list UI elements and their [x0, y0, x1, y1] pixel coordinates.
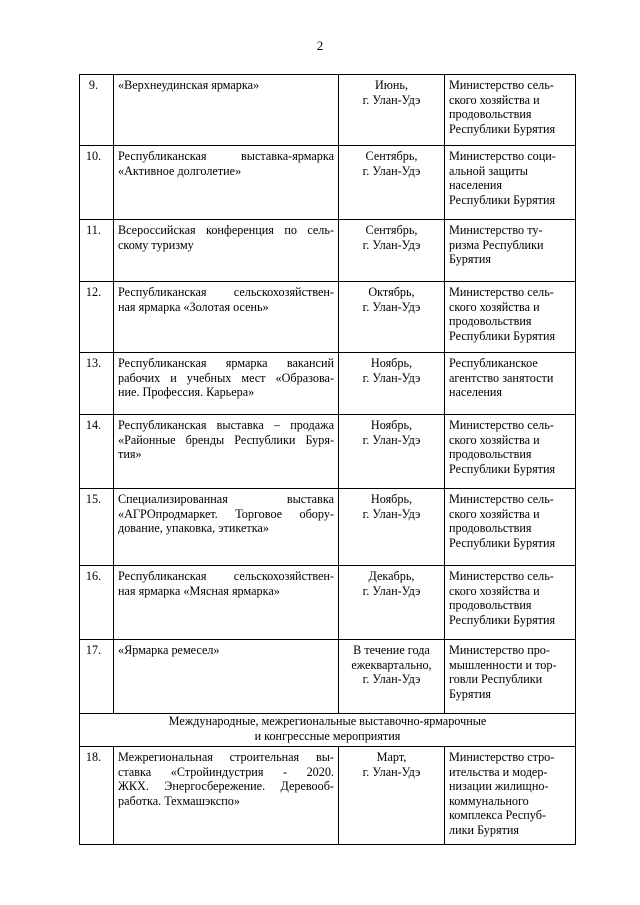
event-name [114, 747, 339, 845]
row-number-text: 18. [85, 750, 102, 764]
section-heading-line: Международные, межрегиональные выставочно-ярмарочные [168, 714, 487, 728]
event-name-line: ЖКХ. Энергосбережение. Деревооб- [118, 779, 334, 794]
event-name-line: работка. Техмашэкспо» [118, 793, 240, 808]
row-number-text: 15. [85, 492, 102, 506]
organization-line: альной защиты [449, 163, 528, 178]
organization-line: Министерство про- [449, 643, 550, 657]
organization-line: Бурятия [449, 686, 491, 701]
organization-line: Министерство сель- [449, 285, 554, 299]
row-number [80, 282, 114, 353]
organization-line: ского хозяйства и [449, 583, 540, 598]
event-date-place [339, 640, 445, 714]
event-name-line: Республиканская ярмарка вакансий [118, 356, 334, 370]
event-name-line: «Верхнеудинская ярмарка» [118, 78, 260, 92]
event-date-place [339, 566, 445, 640]
organization-line: Министерство сель- [449, 569, 554, 583]
event-name [114, 640, 339, 714]
event-date-line: г. Улан-Удэ [362, 764, 421, 779]
organization-line: продовольствия [449, 521, 532, 536]
event-date-line: Декабрь, [368, 569, 415, 583]
organization-line: мышленности и тор- [449, 657, 557, 672]
event-date-line: Ноябрь, [370, 356, 413, 370]
event-name [114, 146, 339, 220]
events-table [79, 74, 576, 845]
row-number-text: 11. [86, 223, 101, 237]
event-date-line: Март, [376, 750, 407, 764]
organization-line: агентство занятости [449, 370, 554, 385]
event-name-line: «Активное долголетие» [118, 163, 242, 178]
organization-line: Министерство ту- [449, 223, 543, 237]
table-row [80, 75, 576, 146]
event-date-line: г. Улан-Удэ [362, 506, 421, 521]
row-number [80, 566, 114, 640]
row-number-text: 14. [85, 418, 102, 432]
organization-line: продовольствия [449, 314, 532, 329]
organization-line: низации жилищно- [449, 779, 549, 794]
event-date-place [339, 220, 445, 282]
organization-line: Республики Бурятия [449, 612, 556, 627]
row-number [80, 415, 114, 489]
table-row [80, 353, 576, 415]
organization-line: Министерство сель- [449, 78, 554, 92]
row-number-text: 12. [85, 285, 102, 299]
responsible-organization [445, 415, 576, 489]
event-name-line: Республиканская сельскохозяйствен- [118, 569, 334, 583]
organization-line: Министерство сель- [449, 418, 554, 432]
organization-line: ского хозяйства и [449, 506, 540, 521]
event-date-line: В течение года [353, 643, 430, 657]
event-name-line: ставка «Стройиндустрия - 2020. [118, 764, 334, 779]
event-name [114, 220, 339, 282]
event-date-place [339, 353, 445, 415]
event-name-line: Республиканская выставка – продажа [118, 418, 334, 432]
event-name-line: ная ярмарка «Мясная ярмарка» [118, 583, 280, 598]
event-date-line: г. Улан-Удэ [362, 237, 421, 252]
row-number-text: 9. [88, 78, 99, 92]
organization-line: Министерство сель- [449, 492, 554, 506]
responsible-organization [445, 489, 576, 566]
table-row [80, 640, 576, 714]
table-row [80, 415, 576, 489]
organization-line: Республики Бурятия [449, 192, 556, 207]
organization-line: продовольствия [449, 447, 532, 462]
event-name [114, 353, 339, 415]
organization-line: населения [449, 178, 503, 193]
row-number-text: 13. [85, 356, 102, 370]
event-date-line: Ноябрь, [370, 492, 413, 506]
organization-line: коммунального [449, 793, 529, 808]
event-date-line: Ноябрь, [370, 418, 413, 432]
organization-line: ского хозяйства и [449, 299, 540, 314]
row-number-text: 17. [85, 643, 102, 657]
event-name-line: «Ярмарка ремесел» [118, 643, 220, 657]
table-row [80, 489, 576, 566]
row-number-text: 16. [85, 569, 102, 583]
responsible-organization [445, 747, 576, 845]
organization-line: Министерство стро- [449, 750, 555, 764]
section-heading-row [80, 714, 576, 747]
event-name-line: Республиканская выставка-ярмарка [118, 149, 334, 163]
event-name-line: скому туризму [118, 237, 194, 252]
event-name-line: Республиканская сельскохозяйствен- [118, 285, 334, 299]
event-name [114, 75, 339, 146]
event-date-place [339, 747, 445, 845]
organization-line: продовольствия [449, 107, 532, 122]
event-date-line: г. Улан-Удэ [362, 370, 421, 385]
row-number [80, 353, 114, 415]
organization-line: продовольствия [449, 598, 532, 613]
organization-line: говли Республики [449, 672, 543, 687]
responsible-organization [445, 282, 576, 353]
event-date-place [339, 75, 445, 146]
organization-line: Республики Бурятия [449, 328, 556, 343]
event-name-line: рабочих и учебных мест «Образова- [118, 370, 334, 385]
responsible-organization [445, 220, 576, 282]
table-row [80, 282, 576, 353]
organization-line: Бурятия [449, 252, 491, 267]
row-number-text: 10. [85, 149, 102, 163]
event-name [114, 489, 339, 566]
row-number [80, 75, 114, 146]
organization-line: ского хозяйства и [449, 92, 540, 107]
event-name [114, 566, 339, 640]
row-number [80, 747, 114, 845]
organization-line: лики Бурятия [449, 822, 520, 837]
event-date-place [339, 489, 445, 566]
event-date-place [339, 415, 445, 489]
event-name-line: ная ярмарка «Золотая осень» [118, 299, 269, 314]
event-date-line: г. Улан-Удэ [362, 672, 421, 687]
responsible-organization [445, 75, 576, 146]
event-date-line: г. Улан-Удэ [362, 92, 421, 107]
section-heading [80, 714, 576, 747]
event-name-line: тия» [118, 447, 142, 462]
event-date-line: г. Улан-Удэ [362, 163, 421, 178]
event-date-line: г. Улан-Удэ [362, 299, 421, 314]
table-row [80, 566, 576, 640]
table-row [80, 146, 576, 220]
section-heading-line: и конгрессные мероприятия [254, 728, 401, 743]
organization-line: комплекса Респуб- [449, 808, 546, 823]
row-number [80, 146, 114, 220]
event-date-line: г. Улан-Удэ [362, 583, 421, 598]
responsible-organization [445, 566, 576, 640]
event-date-line: г. Улан-Удэ [362, 432, 421, 447]
responsible-organization [445, 353, 576, 415]
event-name-line: Межрегиональная строительная вы- [118, 750, 334, 764]
event-name-line: дование, упаковка, этикетка» [118, 521, 269, 536]
organization-line: ского хозяйства и [449, 432, 540, 447]
organization-line: ризма Республики [449, 237, 544, 252]
event-date-place [339, 282, 445, 353]
event-name-line: Специализированная выставка [118, 492, 334, 506]
page-number: 2 [316, 38, 324, 53]
row-number [80, 640, 114, 714]
event-name-line: «Районные бренды Республики Буря- [118, 432, 334, 447]
organization-line: ительства и модер- [449, 764, 548, 779]
event-date-line: ежеквартально, [351, 657, 432, 672]
organization-line: Республики Бурятия [449, 121, 556, 136]
table-row [80, 747, 576, 845]
event-date-line: Сентябрь, [365, 223, 418, 237]
organization-line: Республиканское [449, 356, 538, 370]
event-date-line: Июнь, [374, 78, 409, 92]
event-date-line: Октябрь, [368, 285, 415, 299]
organization-line: Республики Бурятия [449, 461, 556, 476]
row-number [80, 489, 114, 566]
responsible-organization [445, 640, 576, 714]
row-number [80, 220, 114, 282]
events-table-body [80, 75, 576, 845]
event-name-line: «АГРОпродмаркет. Торговое обору- [118, 506, 334, 521]
event-date-line: Сентябрь, [365, 149, 418, 163]
event-name [114, 415, 339, 489]
organization-line: населения [449, 385, 503, 400]
event-name-line: ние. Профессия. Карьера» [118, 385, 255, 400]
responsible-organization [445, 146, 576, 220]
organization-line: Республики Бурятия [449, 535, 556, 550]
organization-line: Министерство соци- [449, 149, 556, 163]
event-name-line: Всероссийская конференция по сель- [118, 223, 334, 237]
event-date-place [339, 146, 445, 220]
event-name [114, 282, 339, 353]
table-row [80, 220, 576, 282]
